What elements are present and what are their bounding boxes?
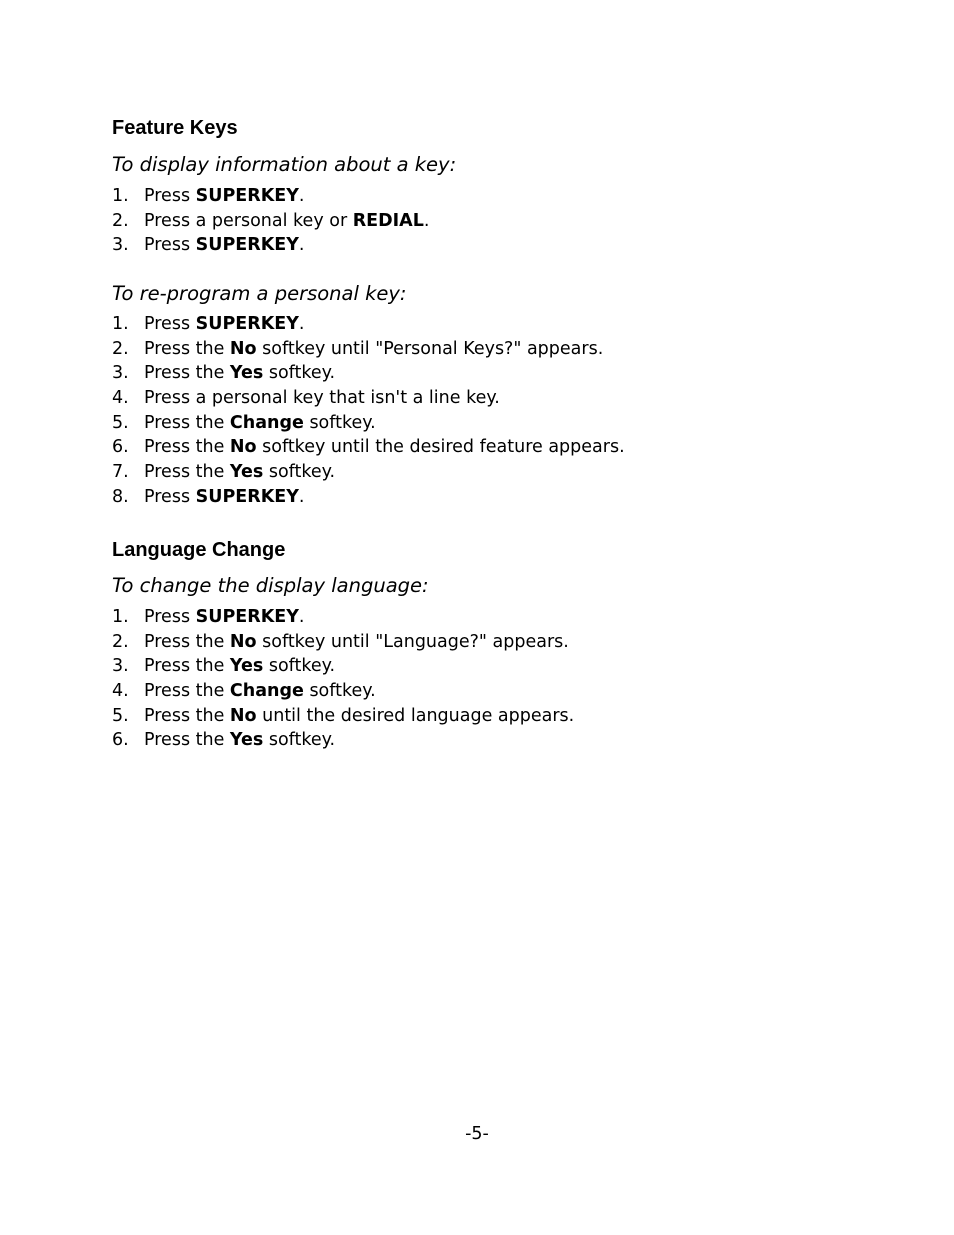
step-text-segment: softkey until the desired feature appears. xyxy=(256,437,625,458)
step-text-segment: Press the xyxy=(144,338,230,359)
key-name: No xyxy=(229,437,257,458)
list-item xyxy=(112,630,574,655)
step-text-segment: softkey until "Language?" appears. xyxy=(256,631,569,652)
step-number: 3. xyxy=(112,656,129,677)
step-text xyxy=(144,413,376,433)
list-item xyxy=(112,654,574,679)
step-text xyxy=(144,730,335,750)
key-name: Yes xyxy=(229,462,264,483)
step-number: 2. xyxy=(112,338,129,359)
key-name: Yes xyxy=(229,656,264,677)
step-text-segment: . xyxy=(298,486,305,507)
step-text-segment: softkey. xyxy=(303,681,376,702)
page-number: -5- xyxy=(465,1124,489,1144)
step-number: 3. xyxy=(112,363,129,384)
step-text-segment: Press the xyxy=(144,631,230,652)
steps-list-display-info xyxy=(112,184,429,258)
step-number: 1. xyxy=(112,607,129,627)
step-text xyxy=(144,632,569,652)
list-item xyxy=(112,209,429,234)
step-text-segment: Press xyxy=(144,607,196,627)
step-text-segment: softkey. xyxy=(303,412,376,433)
step-number: 8. xyxy=(112,486,129,507)
step-text-segment: Press a personal key that isn't a line key. xyxy=(144,388,500,409)
step-number: 3. xyxy=(112,235,129,256)
step-number: 5. xyxy=(112,412,129,433)
section-title-language-change: Language Change xyxy=(112,539,286,561)
step-text-segment: Press the xyxy=(144,656,230,677)
key-name: Yes xyxy=(229,363,264,384)
key-name: No xyxy=(229,705,257,726)
step-number: 6. xyxy=(112,730,129,751)
step-text xyxy=(144,211,429,231)
list-item xyxy=(112,679,574,704)
list-item xyxy=(112,337,625,362)
step-text xyxy=(144,706,574,726)
key-name: REDIAL xyxy=(352,210,424,231)
step-number: 2. xyxy=(112,631,129,652)
step-text-segment: Press xyxy=(144,235,196,256)
step-text-segment: softkey. xyxy=(263,656,336,677)
step-text-segment: Press xyxy=(144,186,196,206)
step-text-segment: . xyxy=(423,210,430,231)
procedure-subtitle-change-language: To change the display language: xyxy=(112,574,429,597)
step-text xyxy=(144,235,304,255)
key-name: Change xyxy=(229,412,304,433)
step-text xyxy=(144,314,304,334)
step-text xyxy=(144,437,625,457)
step-text-segment: . xyxy=(298,607,305,627)
step-text xyxy=(144,388,500,408)
key-name: SUPERKEY xyxy=(195,486,299,507)
step-text-segment: . xyxy=(298,314,305,334)
step-text-segment: Press the xyxy=(144,730,230,751)
step-text-segment: softkey. xyxy=(263,730,336,751)
step-number: 6. xyxy=(112,437,129,458)
list-item xyxy=(112,233,429,258)
step-number: 4. xyxy=(112,681,129,702)
step-text xyxy=(144,656,335,676)
step-text-segment: . xyxy=(298,186,305,206)
step-text-segment: until the desired language appears. xyxy=(256,705,575,726)
step-text xyxy=(144,363,335,383)
key-name: No xyxy=(229,631,257,652)
list-item xyxy=(112,485,625,510)
section-title-feature-keys: Feature Keys xyxy=(112,117,238,139)
list-item xyxy=(112,312,625,337)
key-name: No xyxy=(229,338,257,359)
key-name: SUPERKEY xyxy=(195,235,299,256)
list-item xyxy=(112,361,625,386)
list-item xyxy=(112,460,625,485)
step-text-segment: softkey. xyxy=(263,462,336,483)
key-name: Yes xyxy=(229,730,264,751)
key-name: SUPERKEY xyxy=(195,314,299,334)
step-text-segment: Press the xyxy=(144,681,230,702)
step-text xyxy=(144,607,304,627)
step-text xyxy=(144,462,335,482)
procedure-subtitle-display-info: To display information about a key: xyxy=(112,153,457,176)
step-text-segment: Press the xyxy=(144,437,230,458)
step-number: 1. xyxy=(112,186,129,206)
list-item xyxy=(112,411,625,436)
list-item xyxy=(112,704,574,729)
key-name: Change xyxy=(229,681,304,702)
step-number: 5. xyxy=(112,705,129,726)
step-text xyxy=(144,339,603,359)
list-item xyxy=(112,184,429,209)
step-text-segment: Press the xyxy=(144,705,230,726)
step-text-segment: Press xyxy=(144,486,196,507)
procedure-subtitle-reprogram-key: To re-program a personal key: xyxy=(112,282,407,305)
list-item xyxy=(112,435,625,460)
list-item xyxy=(112,728,574,753)
step-text-segment: Press the xyxy=(144,462,230,483)
steps-list-change-language xyxy=(112,605,574,753)
step-text xyxy=(144,487,304,507)
step-number: 4. xyxy=(112,388,129,409)
steps-list-reprogram-key xyxy=(112,312,625,510)
step-text-segment: Press a personal key or xyxy=(144,210,353,231)
step-number: 7. xyxy=(112,462,129,483)
list-item xyxy=(112,386,625,411)
step-text-segment: Press the xyxy=(144,363,230,384)
key-name: SUPERKEY xyxy=(195,186,299,206)
list-item xyxy=(112,605,574,630)
step-text xyxy=(144,186,304,206)
step-text xyxy=(144,681,376,701)
step-number: 1. xyxy=(112,314,129,334)
step-text-segment: softkey until "Personal Keys?" appears. xyxy=(256,338,604,359)
step-text-segment: Press the xyxy=(144,412,230,433)
step-text-segment: softkey. xyxy=(263,363,336,384)
step-text-segment: . xyxy=(298,235,305,256)
step-text-segment: Press xyxy=(144,314,196,334)
step-number: 2. xyxy=(112,210,129,231)
key-name: SUPERKEY xyxy=(195,607,299,627)
